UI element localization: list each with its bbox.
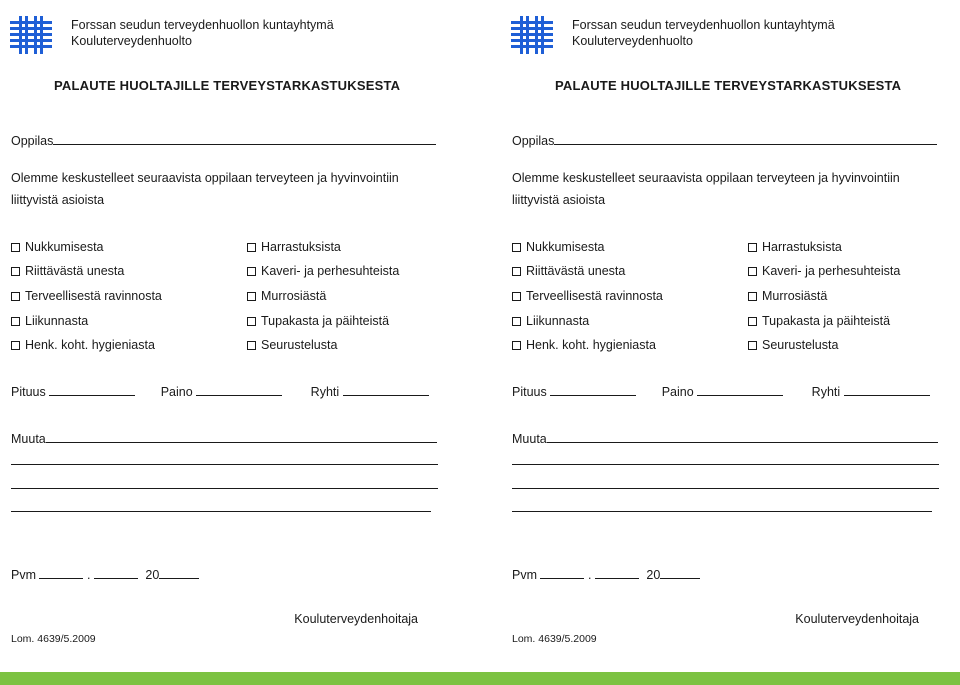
checkbox-icon[interactable] — [11, 267, 20, 276]
topic-checkbox[interactable] — [748, 314, 890, 328]
date-separator: . — [587, 568, 592, 582]
topic-label: Liikunnasta — [526, 314, 590, 328]
topic-checkbox[interactable] — [748, 289, 827, 303]
topic-label: Kaveri- ja perhesuhteista — [762, 264, 901, 278]
measurements-row — [512, 383, 930, 399]
signature-label: Kouluterveydenhoitaja — [795, 612, 919, 626]
topic-checkbox[interactable] — [11, 264, 124, 278]
posture-field[interactable] — [844, 383, 930, 396]
checkbox-icon[interactable] — [247, 317, 256, 326]
checkbox-icon[interactable] — [512, 292, 521, 301]
organization-header — [71, 17, 334, 49]
footer-green-bar — [0, 672, 960, 685]
other-row — [11, 430, 437, 446]
date-day-field[interactable] — [540, 566, 584, 579]
date-row — [512, 566, 700, 582]
checkbox-icon[interactable] — [512, 317, 521, 326]
other-field-line[interactable] — [512, 464, 939, 465]
topic-label: Liikunnasta — [25, 314, 89, 328]
intro-line-1: Olemme keskustelleet seuraavista oppilaan terveyteen ja hyvinvointiin — [11, 171, 399, 185]
date-label: Pvm — [512, 568, 537, 582]
checkbox-icon[interactable] — [11, 243, 20, 252]
date-row — [11, 566, 199, 582]
checkbox-icon[interactable] — [512, 341, 521, 350]
student-label: Oppilas — [512, 134, 555, 148]
topic-label: Riittävästä unesta — [526, 264, 626, 278]
date-year-field[interactable] — [159, 566, 199, 579]
topic-checkbox[interactable] — [512, 289, 663, 303]
other-field-line[interactable] — [11, 464, 438, 465]
topic-label: Seurustelusta — [762, 338, 839, 352]
topic-label: Tupakasta ja päihteistä — [762, 314, 891, 328]
weight-field[interactable] — [697, 383, 783, 396]
date-year-field[interactable] — [660, 566, 700, 579]
student-label: Oppilas — [11, 134, 54, 148]
feedback-form-right — [501, 0, 960, 670]
year-prefix: 20 — [646, 568, 661, 582]
topic-checkbox[interactable] — [748, 240, 842, 254]
form-code: Lom. 4639/5.2009 — [512, 633, 597, 645]
topic-label: Murrosiästä — [762, 289, 828, 303]
topic-label: Riittävästä unesta — [25, 264, 125, 278]
date-month-field[interactable] — [595, 566, 639, 579]
weight-field[interactable] — [196, 383, 282, 396]
other-field-line[interactable] — [512, 511, 932, 512]
topic-checkbox[interactable] — [512, 264, 625, 278]
other-label: Muuta — [11, 432, 46, 446]
topic-label: Murrosiästä — [261, 289, 327, 303]
topic-checkbox[interactable] — [512, 314, 589, 328]
other-label: Muuta — [512, 432, 547, 446]
topic-label: Harrastuksista — [261, 240, 341, 254]
height-field[interactable] — [49, 383, 135, 396]
topic-checkbox[interactable] — [11, 289, 162, 303]
topic-checkbox[interactable] — [512, 240, 605, 254]
student-row — [512, 132, 937, 148]
topic-checkbox[interactable] — [512, 338, 656, 352]
checkbox-icon[interactable] — [247, 243, 256, 252]
checkbox-icon[interactable] — [247, 292, 256, 301]
topic-label: Tupakasta ja päihteistä — [261, 314, 390, 328]
date-label: Pvm — [11, 568, 36, 582]
department-name: Kouluterveydenhuolto — [572, 34, 693, 48]
checkbox-icon[interactable] — [748, 341, 757, 350]
topic-label: Seurustelusta — [261, 338, 338, 352]
organization-name: Forssan seudun terveydenhuollon kuntayhtymä — [71, 18, 334, 32]
other-field-line[interactable] — [11, 511, 431, 512]
posture-label: Ryhti — [310, 385, 340, 399]
feedback-form-left — [0, 0, 470, 670]
topic-checkbox[interactable] — [247, 264, 399, 278]
topic-label: Henk. koht. hygieniasta — [526, 338, 656, 352]
form-title: PALAUTE HUOLTAJILLE TERVEYSTARKASTUKSESTA — [54, 78, 401, 93]
checkbox-icon[interactable] — [11, 317, 20, 326]
other-row — [512, 430, 938, 446]
student-name-field[interactable] — [554, 132, 937, 145]
posture-field[interactable] — [343, 383, 429, 396]
topic-checkbox[interactable] — [247, 289, 326, 303]
topic-checkbox[interactable] — [748, 264, 900, 278]
topic-label: Terveellisestä ravinnosta — [526, 289, 663, 303]
checkbox-icon[interactable] — [247, 341, 256, 350]
topic-checkbox[interactable] — [247, 240, 341, 254]
organization-name: Forssan seudun terveydenhuollon kuntayhtymä — [572, 18, 835, 32]
organization-logo-icon — [10, 16, 52, 54]
checkbox-icon[interactable] — [512, 267, 521, 276]
organization-logo-icon — [511, 16, 553, 54]
intro-line-1: Olemme keskustelleet seuraavista oppilaan terveyteen ja hyvinvointiin — [512, 171, 900, 185]
student-row — [11, 132, 436, 148]
intro-line-2: liittyvistä asioista — [512, 193, 606, 207]
checkbox-icon[interactable] — [748, 267, 757, 276]
year-prefix: 20 — [145, 568, 160, 582]
height-label: Pituus — [11, 385, 46, 399]
topic-checkbox[interactable] — [247, 338, 337, 352]
other-field-line[interactable] — [512, 488, 939, 489]
form-title: PALAUTE HUOLTAJILLE TERVEYSTARKASTUKSESTA — [555, 78, 902, 93]
topic-label: Nukkumisesta — [526, 240, 605, 254]
other-field[interactable] — [46, 430, 437, 443]
topic-label: Henk. koht. hygieniasta — [25, 338, 155, 352]
height-label: Pituus — [512, 385, 547, 399]
checkbox-icon[interactable] — [11, 292, 20, 301]
measurements-row — [11, 383, 429, 399]
date-day-field[interactable] — [39, 566, 83, 579]
checkbox-icon[interactable] — [748, 292, 757, 301]
department-name: Kouluterveydenhuolto — [71, 34, 192, 48]
other-field-line[interactable] — [11, 488, 438, 489]
topic-checkbox[interactable] — [247, 314, 389, 328]
intro-line-2: liittyvistä asioista — [11, 193, 105, 207]
topic-checkbox[interactable] — [11, 314, 88, 328]
student-name-field[interactable] — [53, 132, 436, 145]
organization-header — [572, 17, 835, 49]
checkbox-icon[interactable] — [247, 267, 256, 276]
weight-label: Paino — [661, 385, 694, 399]
topic-label: Nukkumisesta — [25, 240, 104, 254]
topic-label: Harrastuksista — [762, 240, 842, 254]
signature-label: Kouluterveydenhoitaja — [294, 612, 418, 626]
height-field[interactable] — [550, 383, 636, 396]
topic-checkbox[interactable] — [11, 240, 104, 254]
topic-label: Kaveri- ja perhesuhteista — [261, 264, 400, 278]
topic-checkbox[interactable] — [11, 338, 155, 352]
date-separator: . — [86, 568, 91, 582]
other-field[interactable] — [547, 430, 938, 443]
topic-checkbox[interactable] — [748, 338, 838, 352]
form-code: Lom. 4639/5.2009 — [11, 633, 96, 645]
posture-label: Ryhti — [811, 385, 841, 399]
date-month-field[interactable] — [94, 566, 138, 579]
topic-label: Terveellisestä ravinnosta — [25, 289, 162, 303]
checkbox-icon[interactable] — [748, 243, 757, 252]
checkbox-icon[interactable] — [11, 341, 20, 350]
checkbox-icon[interactable] — [748, 317, 757, 326]
weight-label: Paino — [160, 385, 193, 399]
checkbox-icon[interactable] — [512, 243, 521, 252]
